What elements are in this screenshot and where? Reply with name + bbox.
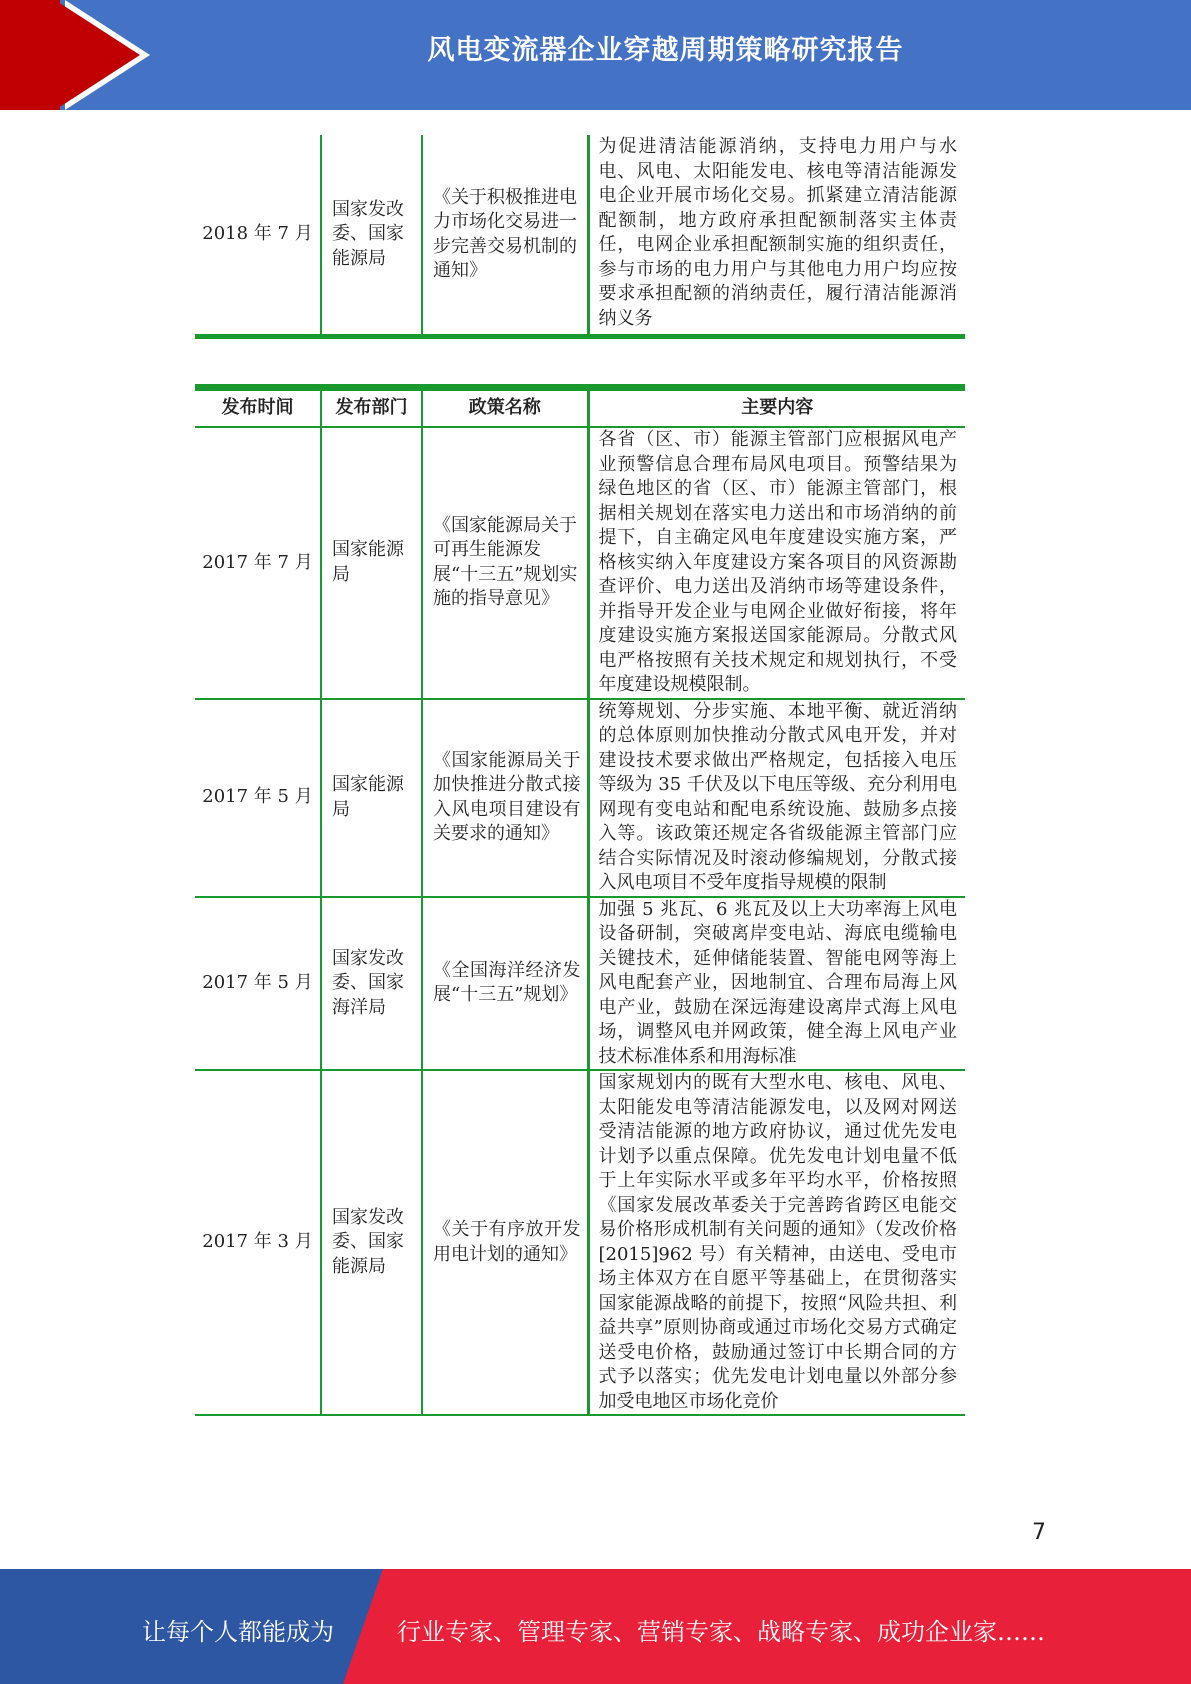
policy-name: 《国家能源局关于可再生能源发展“十三五”规划实施的指导意见》 [422,427,588,699]
policy-table [195,384,965,1416]
page-footer [0,1569,1191,1684]
policy-department: 国家能源局 [321,699,422,897]
policy-date: 2018 年 7 月 [202,223,313,245]
page-header [0,0,1191,110]
header-red-block [0,0,60,110]
policy-name: 《关于积极推进电力市场化交易进一步完善交易机制的通知》 [422,135,588,337]
policy-name: 《国家能源局关于加快推进分散式接入风电项目建设有关要求的通知》 [422,699,588,897]
column-header-department: 发布部门 [321,388,422,428]
policy-name: 《全国海洋经济发展“十三五”规划》 [422,897,588,1071]
footer-slogan-left: 让每个人都能成为 [142,1618,334,1646]
policy-content: 国家规划内的既有大型水电、核电、风电、太阳能发电等清洁能源发电，以及网对网送受清洁能源的地方政府协议，通过优先发电计划予以重点保障。优先发电计划电量不低于上年实际水平或多年平均水平，价格按照《国家发展改革委关于完善跨省跨区电能交易价格形成机制有关问题的通知》（发改价格[2015]962 号）有关精神，由送电、受电市场主体双方在自愿平等基础上，在贯彻落实国家能源战略的前提下，按照“风险共担、利益共享”原则协商或通过市场化交易方式确定送受电价格，鼓励通过签订中长期合同的方式予以落实；优先发电计划电量以外部分参加受电地区市场化竞价 [588,1070,965,1415]
policy-date: 2017 年 5 月 [195,699,321,897]
policy-table-continued [195,135,965,339]
policy-date: 2017 年 3 月 [195,1070,321,1415]
policy-name: 《关于有序放开发用电计划的通知》 [422,1070,588,1415]
policy-content: 加强 5 兆瓦、6 兆瓦及以上大功率海上风电设备研制，突破离岸变电站、海底电缆输电关键技术，延伸储能装置、智能电网等海上风电配套产业，因地制宜、合理布局海上风电产业，鼓励在深远海建设离岸式海上风电场，调整风电并网政策，健全海上风电产业技术标准体系和用海标准 [588,897,965,1071]
report-title: 风电变流器企业穿越周期策略研究报告 [427,35,904,66]
policy-date: 2017 年 5 月 [195,897,321,1071]
header-arrow-icon [55,0,140,110]
table-header-row [195,388,965,428]
policy-department: 国家发改委、国家能源局 [321,1070,422,1415]
column-header-policy-name: 政策名称 [422,388,588,428]
page-number: 7 [1032,1520,1046,1545]
policy-content: 各省（区、市）能源主管部门应根据风电产业预警信息合理布局风电项目。预警结果为绿色地区的省（区、市）能源主管部门，根据相关规划在落实电力送出和市场消纳的前提下，自主确定风电年度建设实施方案，严格核实纳入年度建设方案各项目的风资源勘查评价、电力送出及消纳市场等建设条件，并指导开发企业与电网企业做好衔接，将年度建设实施方案报送国家能源局。分散式风电严格按照有关技术规定和规划执行，不受年度建设规模限制。 [588,427,965,699]
policy-content: 为促进清洁能源消纳，支持电力用户与水电、风电、太阳能发电、核电等清洁能源发电企业开展市场化交易。抓紧建立清洁能源配额制，地方政府承担配额制落实主体责任，电网企业承担配额制实施的组织责任，参与市场的电力用户与其他电力用户均应按要求承担配额的消纳责任，履行清洁能源消纳义务 [588,135,965,337]
table-row [195,427,965,699]
policy-department: 国家能源局 [321,427,422,699]
policy-content: 统筹规划、分步实施、本地平衡、就近消纳的总体原则加快推动分散式风电开发，并对建设技术要求做出严格规定，包括接入电压等级为 35 千伏及以下电压等级、充分利用电网现有变电站和配电系统设施、鼓励多点接入等。该政策还规定各省级能源主管部门应结合实际情况及时滚动修编规划，分散式接入风电项目不受年度指导规模的限制 [588,699,965,897]
footer-slogan-right: 行业专家、管理专家、营销专家、战略专家、成功企业家…… [397,1618,1045,1646]
table-row [195,1070,965,1415]
policy-date: 2017 年 7 月 [202,551,313,573]
column-header-date: 发布时间 [195,388,321,428]
table-row [195,135,965,337]
column-header-content: 主要内容 [588,388,965,428]
table-row [195,699,965,897]
table-row [195,897,965,1071]
policy-department: 国家发改委、国家海洋局 [321,897,422,1071]
policy-department: 国家发改委、国家能源局 [321,135,422,337]
